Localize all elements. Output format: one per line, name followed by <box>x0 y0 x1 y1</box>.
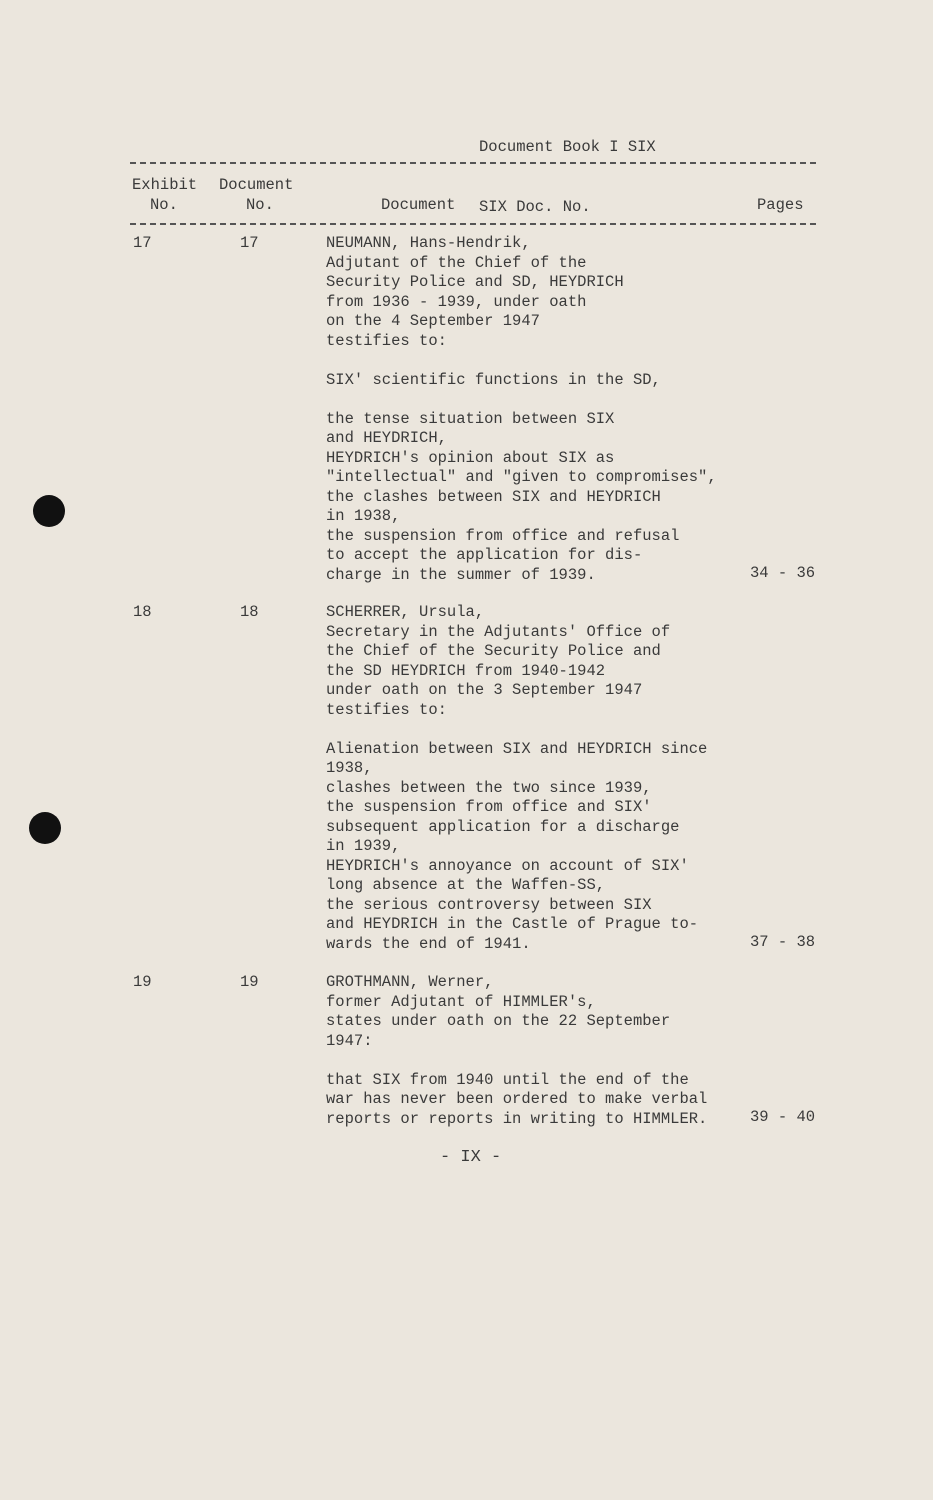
entry-line: SIX' scientific functions in the SD, <box>326 370 661 389</box>
punch-hole-upper <box>33 495 65 527</box>
header-rule <box>130 223 816 225</box>
entry-line: testifies to: <box>326 331 447 350</box>
entry-line: from 1936 - 1939, under oath <box>326 292 587 311</box>
entry-line: Security Police and SD, HEYDRICH <box>326 273 624 291</box>
entry-line: states under oath on the 22 September <box>326 1012 671 1030</box>
col-description-header: Document <box>381 196 456 214</box>
entry-line: wards the end of 1941. <box>326 934 531 953</box>
entry-line: the Chief of the Security Police and <box>326 642 661 660</box>
entry-line: 1938, <box>326 759 373 777</box>
document-number: 18 <box>240 603 259 621</box>
page-number-footer: - IX - <box>440 1148 502 1167</box>
entry-line: subsequent application for a discharge <box>326 817 680 836</box>
exhibit-number: 19 <box>133 973 152 991</box>
entry-line: in 1938, <box>326 507 401 525</box>
col-document-header-1: Document <box>219 176 294 194</box>
entry-line: the serious controversy between SIX <box>326 895 652 914</box>
entry-line: "intellectual" and "given to compromises", <box>326 468 717 486</box>
document-header <box>479 97 656 257</box>
page-range: 39 - 40 <box>750 1108 816 1126</box>
entry-line: SCHERRER, Ursula, <box>326 603 485 621</box>
entry-line: Secretary in the Adjutants' Office of <box>326 622 671 641</box>
entry-line: 1947: <box>326 1031 373 1050</box>
entry-line: the SD HEYDRICH from 1940-1942 <box>326 661 606 680</box>
top-rule <box>130 162 816 164</box>
entry-line: and HEYDRICH, <box>326 429 447 447</box>
header-line-2: SIX Doc. No. <box>479 198 591 216</box>
entry-line: clashes between the two since 1939, <box>326 778 652 797</box>
col-exhibit-header-1: Exhibit <box>132 176 198 194</box>
entry-line: Adjutant of the Chief of the <box>326 253 587 272</box>
entry-line: Alienation between SIX and HEYDRICH since <box>326 739 708 758</box>
document-number: 19 <box>240 973 259 991</box>
entry-line: long absence at the Waffen-SS, <box>326 876 606 894</box>
entry-line: the clashes between SIX and HEYDRICH <box>326 487 661 506</box>
entry-line: and HEYDRICH in the Castle of Prague to- <box>326 915 699 933</box>
entry-line: charge in the summer of 1939. <box>326 565 596 584</box>
punch-hole-lower <box>29 812 61 844</box>
entry-line: former Adjutant of HIMMLER's, <box>326 992 596 1011</box>
entry-line: HEYDRICH's opinion about SIX as <box>326 448 615 467</box>
entry-line: under oath on the 3 September 1947 <box>326 681 643 699</box>
exhibit-number: 18 <box>133 603 152 621</box>
entry-line: in 1939, <box>326 837 401 855</box>
entry-line: testifies to: <box>326 700 447 719</box>
entry-line: that SIX from 1940 until the end of the <box>326 1070 689 1089</box>
entry-line: GROTHMANN, Werner, <box>326 973 494 991</box>
col-pages-header: Pages <box>757 196 804 214</box>
page-range: 37 - 38 <box>750 933 816 951</box>
entry-line: HEYDRICH's annoyance on account of SIX' <box>326 856 689 875</box>
entry-line: war has never been ordered to make verbal <box>326 1090 708 1108</box>
entry-line: the suspension from office and refusal <box>326 526 680 545</box>
entry-description <box>326 234 717 585</box>
exhibit-number: 17 <box>133 234 152 252</box>
entry-description <box>326 603 707 954</box>
entry-line: to accept the application for dis- <box>326 546 643 564</box>
page-range: 34 - 36 <box>750 564 816 582</box>
entry-line: on the 4 September 1947 <box>326 312 540 330</box>
entry-line: the tense situation between SIX <box>326 409 615 428</box>
col-exhibit-header-2: No. <box>150 196 178 214</box>
entry-line: reports or reports in writing to HIMMLER. <box>326 1109 708 1128</box>
header-line-1: Document Book I SIX <box>479 138 656 156</box>
document-number: 17 <box>240 234 259 252</box>
entry-line: NEUMANN, Hans-Hendrik, <box>326 234 531 252</box>
entry-description <box>326 973 707 1129</box>
entry-line: the suspension from office and SIX' <box>326 798 652 816</box>
col-document-header-2: No. <box>246 196 274 214</box>
